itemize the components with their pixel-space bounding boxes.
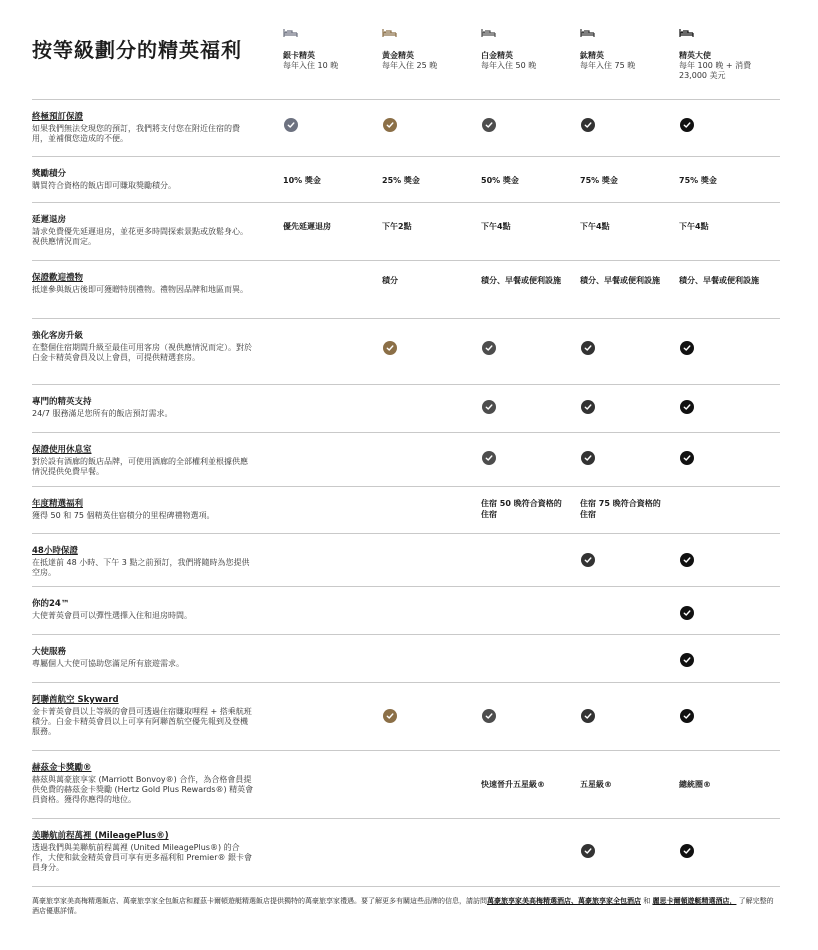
- benefit-value: 下午4點: [481, 222, 511, 231]
- benefit-value: 快速晉升五星級®: [481, 780, 545, 789]
- tier-header-3: [481, 28, 576, 71]
- check-icon: [581, 451, 595, 465]
- check-icon: [680, 709, 694, 723]
- check-icon: [581, 400, 595, 414]
- row-divider: [32, 202, 780, 203]
- benefit-description: 專屬個人大使可協助您滿足所有旅遊需求。: [32, 659, 184, 668]
- benefit-title: 大使服務: [32, 647, 67, 657]
- tier-name: 黃金精英: [382, 51, 414, 60]
- check-icon: [482, 451, 496, 465]
- benefit-title[interactable]: 終極預訂保證: [32, 112, 84, 122]
- benefit-value: 積分、早餐或便利設施: [481, 276, 561, 285]
- benefit-description: 金卡菁英會員以上等級的會員可透過住宿賺取哩程 + 搭乘航班積分。白金卡精英會員以上可享有阿聯酋航空優先報到及登機服務。: [32, 707, 252, 736]
- benefit-title: 專門的精英支持: [32, 397, 92, 407]
- benefit-description: 透過我們與美聯航前程萬裡 (United MileagePlus®) 的合作，大使和鈦金精英會員可享有更多福利和 Premier® 銀卡會員身分。: [32, 843, 253, 872]
- benefit-value: 積分、早餐或便利設施: [679, 276, 759, 285]
- benefit-value: 下午4點: [580, 222, 610, 231]
- tier-requirement: 每年入住 75 晚: [580, 61, 636, 70]
- page-title: 按等級劃分的精英福利: [32, 38, 242, 62]
- tier-requirement: 每年入住 10 晚: [283, 61, 339, 70]
- bed-icon: [283, 28, 298, 38]
- benefit-description: 24/7 服務滿足您所有的飯店預訂需求。: [32, 409, 173, 418]
- tier-header-2: [382, 28, 477, 71]
- benefit-description: 在整個住宿期間升級至最佳可用客房（視供應情況而定）。對於白金卡精英會員及以上會員，可提供精選套房。: [32, 343, 252, 362]
- row-divider: [32, 818, 780, 819]
- tier-requirement: 每年入住 25 晚: [382, 61, 438, 70]
- benefit-description: 購買符合資格的飯店即可賺取獎勵積分。: [32, 181, 176, 190]
- row-divider: [32, 384, 780, 385]
- benefit-description: 對於設有酒廊的飯店品牌，可使用酒廊的全部權利並根據供應情況提供免費早餐。: [32, 457, 248, 476]
- benefit-title[interactable]: 年度精選福利: [32, 499, 84, 509]
- benefit-title: 獎勵積分: [32, 169, 67, 179]
- benefit-title[interactable]: 保證使用休息室: [32, 445, 92, 455]
- row-divider: [32, 260, 780, 261]
- benefit-description: 大使菁英會員可以彈性選擇入住和退房時間。: [32, 611, 192, 620]
- tier-name: 白金精英: [481, 51, 513, 60]
- check-icon: [581, 553, 595, 567]
- benefit-value: 25% 獎金: [382, 176, 420, 185]
- benefit-value: 優先延遲退房: [283, 222, 331, 231]
- benefit-description: 獲得 50 和 75 個精英住宿積分的里程碑禮物選項。: [32, 511, 215, 520]
- benefit-description: 抵達參與飯店後即可獲贈特別禮物。禮物因品牌和地區而異。: [32, 285, 248, 294]
- benefit-description: 赫茲與萬豪旅享家 (Marriott Bonvoy®) 合作，為合格會員提供免費的赫茲金卡獎勵 (Hertz Gold Plus Rewards®) 精英會員資格。獲得你應得的地位。: [32, 775, 254, 804]
- row-divider: [32, 886, 780, 887]
- check-icon: [284, 118, 298, 132]
- row-divider: [32, 432, 780, 433]
- row-divider: [32, 634, 780, 635]
- bed-icon: [382, 28, 397, 38]
- tier-name: 銀卡精英: [283, 51, 315, 60]
- check-icon: [680, 451, 694, 465]
- benefit-value: 總統圈®: [679, 780, 711, 789]
- bed-icon: [481, 28, 496, 38]
- footer-note: [32, 896, 780, 916]
- row-divider: [32, 486, 780, 487]
- benefit-value: 五星級®: [580, 780, 612, 789]
- tier-header-5: [679, 28, 774, 81]
- benefit-title: 你的24™: [32, 599, 70, 609]
- benefit-title[interactable]: 48小時保證: [32, 546, 78, 556]
- tier-header-4: [580, 28, 675, 71]
- check-icon: [680, 844, 694, 858]
- check-icon: [383, 341, 397, 355]
- check-icon: [680, 341, 694, 355]
- check-icon: [482, 118, 496, 132]
- benefit-title: 延遲退房: [32, 215, 67, 225]
- tier-requirement: 每年入住 50 晚: [481, 61, 537, 70]
- check-icon: [383, 118, 397, 132]
- row-divider: [32, 586, 780, 587]
- bed-icon: [679, 28, 694, 38]
- benefit-value: 下午4點: [679, 222, 709, 231]
- benefit-value: 下午2點: [382, 222, 412, 231]
- footer-and: 和: [641, 897, 653, 905]
- row-divider: [32, 99, 780, 100]
- check-icon: [482, 341, 496, 355]
- benefit-description: 請求免費優先延遲退房，並花更多時間探索景點或放鬆身心。視供應情況而定。: [32, 227, 248, 246]
- footer-text: 萬豪旅享家美高梅精選飯店、萬豪旅享家全包飯店和麗茲卡爾頓遊艇精選飯店提供獨特的萬豪旅享家禮遇。要了解更多有關這些品牌的信息，請訪問: [32, 897, 487, 905]
- footer-link-mgm-allinclusive[interactable]: 萬豪旅享家美高梅精選酒店、萬豪旅享家全包酒店: [487, 897, 641, 905]
- bed-icon: [580, 28, 595, 38]
- benefit-value: 50% 獎金: [481, 176, 519, 185]
- benefit-value: 75% 獎金: [679, 176, 717, 185]
- check-icon: [581, 341, 595, 355]
- check-icon: [680, 553, 694, 567]
- footer-tail: 了解完整的酒店優惠詳情。: [32, 897, 774, 915]
- row-divider: [32, 533, 780, 534]
- benefit-value: 積分: [382, 276, 398, 285]
- check-icon: [680, 653, 694, 667]
- tier-name: 鈦精英: [580, 51, 604, 60]
- check-icon: [581, 844, 595, 858]
- benefit-title[interactable]: 美聯航前程萬裡 (MileagePlus®): [32, 831, 169, 841]
- row-divider: [32, 156, 780, 157]
- check-icon: [383, 709, 397, 723]
- tier-header-1: [283, 28, 378, 71]
- row-divider: [32, 318, 780, 319]
- check-icon: [581, 118, 595, 132]
- benefit-value: 積分、早餐或便利設施: [580, 276, 660, 285]
- check-icon: [482, 709, 496, 723]
- check-icon: [680, 606, 694, 620]
- benefit-title: 強化客房升級: [32, 331, 84, 341]
- benefit-value: 75% 獎金: [580, 176, 618, 185]
- benefit-title[interactable]: 保證歡迎禮物: [32, 273, 84, 283]
- benefit-value: 住宿 75 晚符合資格的住宿: [580, 499, 661, 519]
- footer-link-ritz-yacht[interactable]: 麗思卡爾頓遊艇精選酒店，: [652, 897, 737, 905]
- benefit-value: 10% 獎金: [283, 176, 321, 185]
- benefit-description: 如果我們無法兌現您的預訂，我們將支付您在附近住宿的費用，並補償您造成的不便。: [32, 124, 240, 143]
- check-icon: [680, 118, 694, 132]
- benefit-title[interactable]: 赫茲金卡獎勵®: [32, 763, 92, 773]
- tier-name: 精英大使: [679, 51, 711, 60]
- row-divider: [32, 682, 780, 683]
- benefit-title[interactable]: 阿聯酋航空 Skyward: [32, 695, 119, 705]
- check-icon: [680, 400, 694, 414]
- row-divider: [32, 750, 780, 751]
- benefit-value: 住宿 50 晚符合資格的住宿: [481, 499, 562, 519]
- benefit-description: 在抵達前 48 小時、下午 3 點之前預訂，我們將隨時為您提供空房。: [32, 558, 250, 577]
- check-icon: [482, 400, 496, 414]
- tier-requirement: 每年 100 晚 + 消費 23,000 美元: [679, 61, 752, 80]
- check-icon: [581, 709, 595, 723]
